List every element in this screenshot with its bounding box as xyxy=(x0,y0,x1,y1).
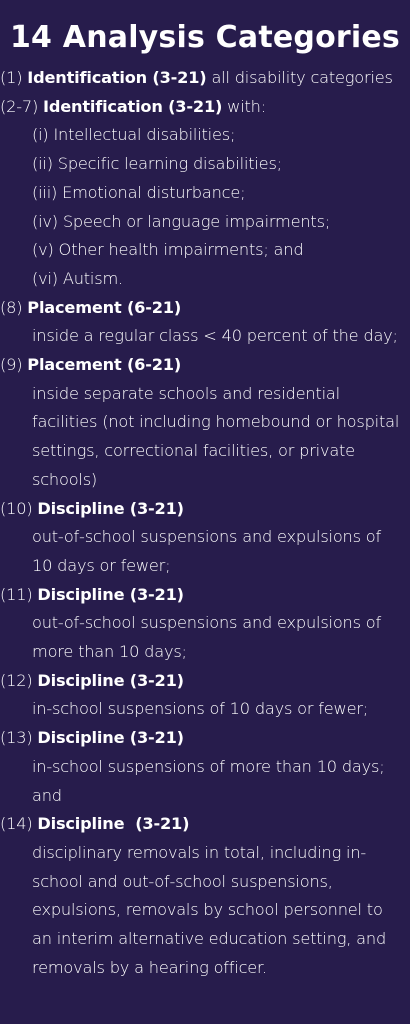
item-text: with: xyxy=(227,96,266,116)
item-label: Discipline (3-21) xyxy=(37,814,190,834)
item-label: Identification (3-21) xyxy=(43,96,223,116)
list-item xyxy=(0,495,410,524)
item-number: (14) xyxy=(0,814,33,834)
item-label: Discipline (3-21) xyxy=(37,498,184,518)
list-item xyxy=(0,93,410,122)
item-number: (8) xyxy=(0,297,23,317)
item-number: (13) xyxy=(0,728,33,748)
list-subitem: out-of-school suspensions and expulsions of more than 10 days; xyxy=(32,613,381,662)
list-subitem: inside a regular class < 40 percent of the day; xyxy=(32,326,398,346)
item-number: (1) xyxy=(0,68,23,87)
item-text: all disability categories xyxy=(211,68,393,87)
item-label: Identification (3-21) xyxy=(27,68,207,87)
item-label: Discipline (3-21) xyxy=(37,584,184,604)
list-subitem: (vi) Autism. xyxy=(32,268,123,288)
list-subitem: (iii) Emotional disturbance; xyxy=(32,182,246,202)
category-list xyxy=(0,64,410,983)
list-subitem: (ii) Specific learning disabilities; xyxy=(32,154,282,174)
item-number: (10) xyxy=(0,498,33,518)
item-number: (12) xyxy=(0,670,33,690)
list-subitem: in-school suspensions of more than 10 days; and xyxy=(32,756,385,805)
list-item xyxy=(0,810,410,839)
item-number: (11) xyxy=(0,584,33,604)
list-item xyxy=(0,351,410,380)
list-subitem: disciplinary removals in total, including in-school and out-of-school suspensions, expulsions, removals by school personnel to an interim alternative education setting, and removals by a hearing officer. xyxy=(32,842,387,977)
list-subitem: in-school suspensions of 10 days or fewer; xyxy=(32,699,369,719)
item-label: Discipline (3-21) xyxy=(37,728,184,748)
list-item xyxy=(0,64,410,93)
page-title: 14 Analysis Categories xyxy=(9,20,400,55)
list-subitem: (i) Intellectual disabilities; xyxy=(32,125,236,145)
list-item xyxy=(0,581,410,610)
list-subitem: (v) Other health impairments; and xyxy=(32,240,304,260)
list-item xyxy=(0,294,410,323)
list-subitem: out-of-school suspensions and expulsions of 10 days or fewer; xyxy=(32,527,381,575)
list-subitem: inside separate schools and residential facilities (not including homebound or hospital settings, correctional facilities, or private schools) xyxy=(32,383,400,489)
item-label: Placement (6-21) xyxy=(27,297,182,317)
list-subitem: (iv) Speech or language impairments; xyxy=(32,211,331,231)
item-label: Placement (6-21) xyxy=(27,355,182,375)
item-number: (2-7) xyxy=(0,96,39,116)
item-number: (9) xyxy=(0,355,23,375)
item-label: Discipline (3-21) xyxy=(37,670,184,690)
list-item xyxy=(0,667,410,696)
list-item xyxy=(0,724,410,753)
